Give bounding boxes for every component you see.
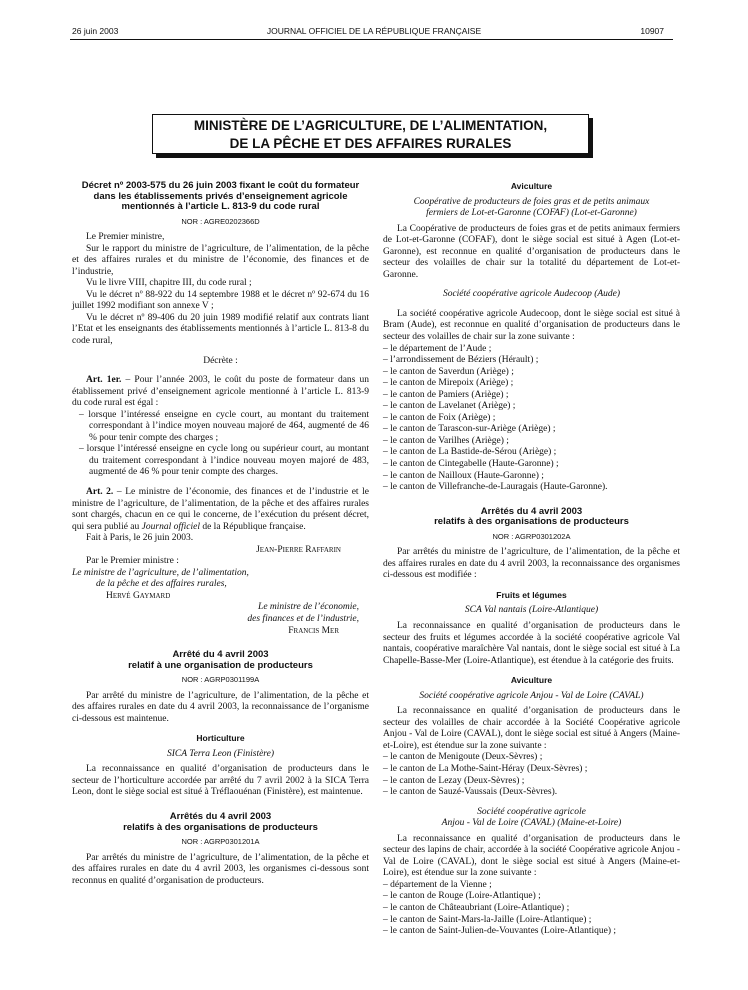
paragraph: Par arrêtés du ministre de l’agriculture, de l’alimentation, de la pêche et des affaires rurales en date du 4 avril 2003, la reconnaissance des organismes ci-dessous est modifiée :: [383, 547, 680, 581]
header-page-number: 10907: [640, 26, 664, 36]
paragraph: La Coopérative de producteurs de foies gras et de petits animaux fermiers de Lot-et-Garonne (COFAF), dont le siège social est situé à Agen (Lot-et-Garonne), est reconnue en qualité d’organisation de producteurs dans le secteur des volailles de chair sur la totalité du département de Lot-et-Garonne.: [383, 223, 680, 280]
signatory-agriculture: Hervé Gaymard: [106, 590, 171, 601]
paragraph: Vu le décret nº 89-406 du 20 juin 1989 modifié relatif aux contrats liant l’Etat et les enseignants des établissements mentionnés à l’article L. 813-8 du code rural,: [72, 312, 369, 346]
organisation-name-2: Anjou - Val de Loire (CAVAL) (Maine-et-Loire): [441, 818, 622, 829]
list-item: – le canton de Mirepoix (Ariège) ;: [383, 378, 514, 389]
paragraph: Le Premier ministre,: [86, 232, 165, 243]
decrete-label: Décrète :: [203, 355, 238, 366]
list-item: – le canton de Rouge (Loire-Atlantique) ;: [383, 891, 541, 902]
article-1-text: – Pour l’année 2003, le coût du poste de formateur dans un établissement privé d’enseignement agricole mentionné à l’article L. 813-9 du code rural est égal :: [72, 375, 370, 409]
organisation-name: Société coopérative agricole Audecoop (Aude): [442, 289, 621, 300]
paragraph: Par arrêtés du ministre de l’agriculture, de l’alimentation, de la pêche et des affaires rurales en date du 4 avril 2003, les organismes ci-dessous sont reconnus en qualité d’organisation de producteurs.: [72, 852, 369, 886]
signature-par: Par le Premier ministre :: [86, 556, 179, 567]
list-item: – le canton de Saint-Julien-de-Vouvantes (Loire-Atlantique) ;: [383, 926, 617, 937]
arrete-nor: NOR : AGRP0301199A: [181, 675, 260, 685]
organisation-name: SICA Terra Leon (Finistère): [166, 748, 275, 759]
list-item: – le canton de Saint-Mars-la-Jaille (Loire-Atlantique) ;: [383, 914, 592, 925]
ministry-box: [152, 114, 589, 154]
paragraph: La reconnaissance en qualité d’organisation de producteurs dans le secteur des volailles de chair accordée à la Société Coopérative agricole Anjou - Val de Loire (CAVAL), dont le siège social est situé à Angers (Maine-et-Loire), est étendue sur la zone suivante :: [383, 706, 680, 751]
zone-list: [383, 344, 680, 494]
section-heading: Fruits et légumes: [496, 589, 567, 600]
organisation-name: Coopérative de producteurs de foies gras et de petits animaux fermiers de Lot-et-Garonne (COFAF) (Lot-et-Garonne): [413, 196, 650, 219]
minister-economy-title: Le ministre de l’économie,: [258, 602, 359, 613]
paragraph: Sur le rapport du ministre de l’agriculture, de l’alimentation, de la pêche et des affaires rurales et du ministre de l’économie, des finances et de l’industrie,: [72, 243, 369, 277]
arrete-subtitle: relatifs à des organisations de producteurs: [434, 516, 629, 528]
header-journal: JOURNAL OFFICIEL DE LA RÉPUBLIQUE FRANÇAISE: [266, 26, 482, 36]
paragraph: La société coopérative agricole Audecoop, dont le siège social est situé à Bram (Aude), est reconnue en qualité d’organisation de producteurs dans le secteur des volailles de chair sur la zone suivante :: [383, 308, 680, 343]
section-heading: Horticulture: [196, 733, 245, 744]
ministry-line1: MINISTÈRE DE L’AGRICULTURE, DE L’ALIMENTATION,: [193, 118, 548, 133]
decree-title: Décret nº 2003-575 du 26 juin 2003 fixant le coût du formateur dans les établissements privés d’enseignement agricole mentionnés à l’article L. 813-9 du code rural: [81, 180, 360, 212]
list-item: – le canton de Menigoute (Deux-Sèvres) ;: [383, 752, 543, 763]
list-item: – le canton de Saverdun (Ariège) ;: [383, 366, 514, 377]
minister-agriculture-title-2: de la pêche et des affaires rurales,: [96, 579, 227, 590]
list-item: – le canton de Lavelanet (Ariège) ;: [383, 401, 516, 412]
minister-agriculture-title: Le ministre de l’agriculture, de l’alimentation,: [72, 567, 249, 578]
signature-place-date: Fait à Paris, le 26 juin 2003.: [86, 533, 194, 544]
article-2-text: – Le ministre de l’économie, des finances et de l’industrie et le ministre de l’agriculture, de l’alimentation, de la pêche et des affaires rurales sont chargés, chacun en ce qui le concerne, de l’exécution du présent décret, qui sera publié au: [72, 486, 369, 532]
signatory-economy: Francis Mer: [288, 625, 339, 636]
list-item: – le département de l’Aude ;: [383, 343, 492, 354]
zone-list: [383, 752, 680, 798]
right-column: [383, 181, 680, 938]
paragraph: Vu le livre VIII, chapitre III, du code rural ;: [86, 278, 252, 289]
list-item: – le canton de Nailloux (Haute-Garonne) ;: [383, 470, 544, 481]
header-rule: [70, 39, 673, 40]
paragraph: Par arrêté du ministre de l’agriculture, de l’alimentation, de la pêche et des affaires rurales en date du 4 avril 2003, la reconnaissance de l’organisme ci-dessous est maintenue.: [72, 690, 369, 724]
list-item: – le canton de La Bastide-de-Sérou (Ariège) ;: [383, 447, 557, 458]
list-item: – le canton de Pamiers (Ariège) ;: [383, 389, 509, 400]
arrete-nor: NOR : AGRP0301202A: [492, 531, 571, 541]
arrete-nor: NOR : AGRP0301201A: [181, 837, 260, 847]
list-item: – le canton de Sauzé-Vaussais (Deux-Sèvres).: [383, 787, 558, 798]
article-1-bullet: – lorsque l’intéressé enseigne en cycle long ou supérieur court, au montant du traitement correspondant à l’indice nouveau moyen majoré de 483, augmenté de 46 % pour tenir compte des charges.: [79, 444, 369, 478]
paragraph: Vu le décret nº 88-922 du 14 septembre 1988 et le décret nº 92-674 du 16 juillet 1992 modifiant son annexe V ;: [72, 289, 369, 312]
minister-economy-title-2: des finances et de l’industrie,: [247, 614, 359, 624]
list-item: – le canton de Tarascon-sur-Ariège (Ariège) ;: [383, 424, 556, 435]
section-heading: Aviculture: [510, 675, 553, 686]
arrete-title: Arrêtés du 4 avril 2003: [480, 505, 583, 517]
article-2-text-end: de la République française.: [199, 521, 306, 532]
list-item: – le canton de Châteaubriant (Loire-Atlantique) ;: [383, 902, 570, 913]
arrete-subtitle: relatifs à des organisations de producteurs: [123, 821, 318, 833]
article-1: [72, 375, 369, 410]
article-1-bullet: – lorsque l’intéressé enseigne en cycle court, au montant du traitement correspondant à l’indice moyen nouveau majoré de 464, augmenté de 46 % pour tenir compte des charges ;: [79, 409, 369, 443]
zone-list: [383, 880, 680, 938]
list-item: – département de la Vienne ;: [383, 879, 492, 890]
left-column: [72, 181, 369, 887]
article-1-label: Art. 1er.: [86, 375, 122, 386]
paragraph: La reconnaissance en qualité d’organisation de producteurs dans le secteur des lapins de chair, accordée à la société Coopérative agricole Anjou - Val de Loire (CAVAL), dont le siège social est situé à Angers (Maine-et-Loire), est étendue sur la zone suivante :: [383, 833, 680, 879]
organisation-name: Société coopérative agricole: [477, 806, 586, 817]
list-item: – le canton de Villefranche-de-Lauragais (Haute-Garonne).: [383, 482, 608, 493]
organisation-name: Société coopérative agricole Anjou - Val de Loire (CAVAL): [419, 690, 644, 701]
decree-nor: NOR : AGRE0202366D: [181, 216, 260, 226]
signatory-prime-minister: Jean-Pierre Raffarin: [256, 544, 341, 555]
section-heading: Aviculture: [510, 181, 553, 191]
organisation-name: SCA Val nantais (Loire-Atlantique): [464, 605, 599, 616]
paragraph: La reconnaissance en qualité d’organisation de producteurs dans le secteur des fruits et légumes accordée à la société coopérative agricole Val nantais, coopérative maraîchère Val nantais, dont le siège social est situé à La Chapelle-Basse-Mer (Loire-Atlantique), est étendue à la catégorie des fruits.: [383, 620, 680, 666]
ministry-line2: DE LA PÊCHE ET DES AFFAIRES RURALES: [229, 136, 512, 151]
article-2-label: Art. 2.: [86, 486, 114, 497]
paragraph: La reconnaissance en qualité d’organisation de producteurs dans le secteur de l’horticulture accordée par arrêté du 7 avril 2002 à la SICA Terra Leon, dont le siège social est situé à Tréflaouénan (Finistère), est maintenue.: [72, 764, 369, 798]
list-item: – le canton de Lezay (Deux-Sèvres) ;: [383, 775, 525, 786]
journal-officiel-ref: Journal officiel: [141, 521, 200, 532]
list-item: – le canton de La Mothe-Saint-Héray (Deux-Sèvres) ;: [383, 763, 588, 774]
list-item: – le canton de Cintegabelle (Haute-Garonne) ;: [383, 459, 559, 470]
list-item: – le canton de Foix (Ariège) ;: [383, 412, 496, 423]
article-2: [72, 487, 369, 533]
arrete-title: Arrêtés du 4 avril 2003: [169, 811, 272, 823]
header-date: 26 juin 2003: [72, 26, 119, 36]
arrete-subtitle: relatif à une organisation de producteurs: [128, 659, 313, 671]
list-item: – l’arrondissement de Béziers (Hérault) ;: [383, 355, 539, 366]
page-header: [0, 0, 748, 40]
arrete-title: Arrêté du 4 avril 2003: [172, 649, 269, 661]
list-item: – le canton de Varilhes (Ariège) ;: [383, 435, 509, 446]
